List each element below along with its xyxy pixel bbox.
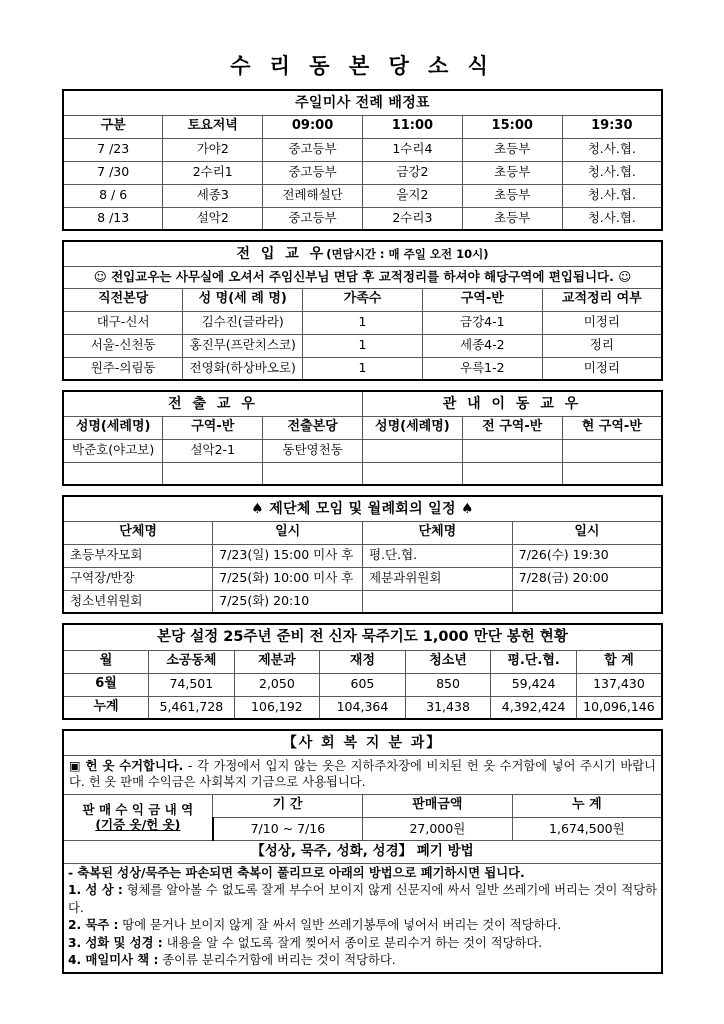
cell: 초등부 — [462, 207, 562, 230]
cell: 27,000원 — [363, 817, 513, 840]
col-header: 전출본당 — [263, 416, 363, 439]
col-header: 구역-반 — [422, 288, 542, 311]
cell: 605 — [320, 673, 406, 696]
table-row — [63, 184, 662, 207]
transfer-in-notice: ☺ 전입교우는 사무실에 오셔서 주임신부님 면담 후 교적정리를 하셔야 해당구역에 편입됩니다. ☺ — [63, 266, 662, 288]
cell: 7/25(화) 20:10 — [213, 590, 363, 613]
table-row — [63, 590, 662, 613]
col-header: 성명(세례명) — [362, 416, 462, 439]
cell: 중고등부 — [263, 207, 363, 230]
welfare-bullet-icon: ▣ — [69, 758, 81, 773]
col-header: 제분과 — [234, 650, 320, 673]
cell: 서울-신천동 — [63, 334, 183, 357]
cell: 평.단.협. — [363, 544, 513, 567]
cell: 전례해설단 — [263, 184, 363, 207]
transfer-out-title: 전 출 교 우 — [63, 391, 362, 416]
disposal-item — [68, 952, 657, 969]
cell: 850 — [405, 673, 491, 696]
table-row — [63, 462, 662, 485]
col-header: 합 계 — [576, 650, 662, 673]
welfare-notice-bold: 헌 옷 수거합니다. — [85, 758, 184, 773]
cell: 2수리1 — [163, 161, 263, 184]
table-header-row — [63, 794, 662, 817]
welfare-notice-rest: - 각 가정에서 입지 않는 옷은 지하주차장에 비치된 헌 옷 수거함에 넣어 주시기 바랍니다. 헌 옷 판매 수익금은 사회복지 기금으로 사용됩니다. — [69, 758, 656, 790]
group-meetings-table — [62, 495, 663, 614]
cell: 대구-신서 — [63, 311, 183, 334]
col-header: 현 구역-반 — [562, 416, 662, 439]
cell: 7/23(일) 15:00 미사 후 — [213, 544, 363, 567]
transfer-in-title-note: (면담시간 : 매 주일 오전 10시) — [326, 246, 489, 261]
disposal-item-text: 종이류 분리수거함에 버리는 것이 적당하다. — [158, 952, 396, 967]
transfer-in-title — [63, 241, 662, 266]
disposal-item-text: 내용을 알 수 없도록 잘게 찢어서 종이로 분리수거 하는 것이 적당하다. — [162, 935, 543, 950]
col-header: 평.단.협. — [491, 650, 577, 673]
col-header: 청소년 — [405, 650, 491, 673]
cell: 4,392,424 — [491, 696, 577, 719]
disposal-item — [68, 882, 657, 917]
cell: 8 / 6 — [63, 184, 163, 207]
cell: 초등부 — [462, 138, 562, 161]
cell: 설악2 — [163, 207, 263, 230]
cell: 74,501 — [149, 673, 235, 696]
document-body — [62, 89, 663, 974]
table-row — [63, 311, 662, 334]
col-header: 성명(세례명) — [63, 416, 163, 439]
table-row — [63, 161, 662, 184]
mass-schedule-title: 주일미사 전례 배정표 — [63, 90, 662, 115]
section-spacer — [62, 486, 663, 495]
cell: 10,096,146 — [576, 696, 662, 719]
table-title-row — [63, 840, 662, 863]
sales-label-cell — [63, 794, 213, 840]
col-header: 토요저녁 — [163, 115, 263, 138]
cell: 7/25(화) 10:00 미사 후 — [213, 567, 363, 590]
table-header-row — [63, 521, 662, 544]
table-row — [63, 207, 662, 230]
mass-schedule-table — [62, 89, 663, 231]
col-header: 소공동체 — [149, 650, 235, 673]
col-header: 교적정리 여부 — [542, 288, 662, 311]
cell: 1,674,500원 — [512, 817, 662, 840]
col-header: 가족수 — [303, 288, 423, 311]
cell: 5,461,728 — [149, 696, 235, 719]
table-row — [63, 138, 662, 161]
col-header: 월 — [63, 650, 149, 673]
table-title-row — [63, 624, 662, 650]
cell: 정리 — [542, 334, 662, 357]
table-header-row — [63, 288, 662, 311]
cell — [562, 439, 662, 462]
cell: 7 /30 — [63, 161, 163, 184]
cell — [462, 439, 562, 462]
cell — [462, 462, 562, 485]
cell: 김수진(글라라) — [183, 311, 303, 334]
table-row — [63, 544, 662, 567]
col-header: 성 명(세 례 명) — [183, 288, 303, 311]
cell: 1 — [303, 334, 423, 357]
row-label: 누계 — [63, 696, 149, 719]
notice-row — [63, 266, 662, 288]
table-header-row — [63, 115, 662, 138]
transfer-in-table — [62, 240, 663, 381]
cell: 1 — [303, 357, 423, 380]
cell: 31,438 — [405, 696, 491, 719]
table-title-row — [63, 241, 662, 266]
welfare-notice — [63, 755, 662, 794]
cell: 1수리4 — [362, 138, 462, 161]
cell — [362, 462, 462, 485]
disposal-row — [63, 863, 662, 973]
cell: 홍진무(프란치스코) — [183, 334, 303, 357]
cell: 7/10 ~ 7/16 — [213, 817, 363, 840]
table-row — [63, 673, 662, 696]
cell: 가야2 — [163, 138, 263, 161]
cell: 7/26(수) 19:30 — [512, 544, 662, 567]
table-row — [63, 334, 662, 357]
cell — [363, 590, 513, 613]
disposal-item-text: 땅에 묻거나 보이지 않게 잘 싸서 일반 쓰레기봉투에 넣어서 버리는 것이 적당하다. — [118, 918, 562, 933]
table-title-row — [63, 496, 662, 521]
transfer-out-move-table — [62, 390, 663, 486]
cell: 구역장/반장 — [63, 567, 213, 590]
cell: 청.사.협. — [562, 161, 662, 184]
disposal-item — [68, 917, 657, 934]
col-header: 19:30 — [562, 115, 662, 138]
cell: 청.사.협. — [562, 207, 662, 230]
col-header: 일시 — [512, 521, 662, 544]
table-title-row — [63, 730, 662, 755]
cell: 중고등부 — [263, 161, 363, 184]
cell: 8 /13 — [63, 207, 163, 230]
cell: 초등부 — [462, 161, 562, 184]
cell: 청.사.협. — [562, 184, 662, 207]
col-header: 09:00 — [263, 115, 363, 138]
cell: 을지2 — [362, 184, 462, 207]
offering-status-title: 본당 설정 25주년 준비 전 신자 묵주기도 1,000 만단 봉헌 현황 — [63, 624, 662, 650]
cell: 106,192 — [234, 696, 320, 719]
cell — [263, 462, 363, 485]
cell: 금강4-1 — [422, 311, 542, 334]
internal-move-title: 관 내 이 동 교 우 — [362, 391, 662, 416]
sales-label-line1: 판 매 수 익 금 내 역 — [82, 801, 194, 817]
offering-status-table — [62, 623, 663, 720]
disposal-lead: - 축복된 성상/묵주는 파손되면 축복이 풀리므로 아래의 방법으로 폐기하시면 됩니다. — [68, 865, 525, 880]
disposal-item-text: 형체를 알아볼 수 없도록 잘게 부수어 보이지 않게 신문지에 싸서 일반 쓰레기에 버리는 것이 적당하다. — [68, 883, 657, 915]
col-header: 구역-반 — [163, 416, 263, 439]
cell — [362, 439, 462, 462]
cell: 137,430 — [576, 673, 662, 696]
disposal-item-label: 1. 성 상 : — [68, 883, 123, 898]
disposal-item-label: 4. 매일미사 책 : — [68, 952, 159, 967]
cell: 금강2 — [362, 161, 462, 184]
cell: 초등부 — [462, 184, 562, 207]
cell: 박준호(야고보) — [63, 439, 163, 462]
cell — [63, 462, 163, 485]
disposal-item — [68, 935, 657, 952]
table-row — [63, 567, 662, 590]
row-label: 6월 — [63, 673, 149, 696]
cell: 104,364 — [320, 696, 406, 719]
sales-label-line2: (기증 옷/헌 옷) — [95, 817, 181, 833]
table-header-row — [63, 650, 662, 673]
table-title-row — [63, 90, 662, 115]
disposal-item-label: 3. 성화 및 성경 : — [68, 935, 163, 950]
cell: 세종3 — [163, 184, 263, 207]
col-header: 일시 — [213, 521, 363, 544]
cell: 초등부자모회 — [63, 544, 213, 567]
welfare-title: 【사 회 복 지 분 과】 — [63, 730, 662, 755]
cell: 중고등부 — [263, 138, 363, 161]
table-row — [63, 439, 662, 462]
table-row — [63, 357, 662, 380]
col-header: 기 간 — [213, 794, 363, 817]
cell: 청.사.협. — [562, 138, 662, 161]
cell: 청소년위원회 — [63, 590, 213, 613]
cell: 1 — [303, 311, 423, 334]
cell: 7/28(금) 20:00 — [512, 567, 662, 590]
section-spacer — [62, 231, 663, 240]
cell: 7 /23 — [63, 138, 163, 161]
cell: 세종4-2 — [422, 334, 542, 357]
col-header: 구분 — [63, 115, 163, 138]
col-header: 판매금액 — [363, 794, 513, 817]
cell — [512, 590, 662, 613]
cell — [562, 462, 662, 485]
section-spacer — [62, 381, 663, 390]
cell: 미정리 — [542, 311, 662, 334]
table-header-row — [63, 416, 662, 439]
disposal-title: 【성상, 묵주, 성화, 성경】 폐기 방법 — [63, 840, 662, 863]
cell: 59,424 — [491, 673, 577, 696]
cell: 우륵1-2 — [422, 357, 542, 380]
col-header: 재정 — [320, 650, 406, 673]
disposal-item-label: 2. 묵주 : — [68, 918, 119, 933]
cell: 동탄영천동 — [263, 439, 363, 462]
col-header: 누 계 — [512, 794, 662, 817]
notice-row — [63, 755, 662, 794]
col-header: 15:00 — [462, 115, 562, 138]
cell: 미정리 — [542, 357, 662, 380]
group-meetings-title: ♠ 제단체 모임 및 월례회의 일정 ♠ — [63, 496, 662, 521]
col-header: 단체명 — [363, 521, 513, 544]
cell: 제분과위원회 — [363, 567, 513, 590]
col-header: 전 구역-반 — [462, 416, 562, 439]
col-header: 직전본당 — [63, 288, 183, 311]
disposal-body — [63, 863, 662, 973]
page-title: 수 리 동 본 당 소 식 — [230, 54, 494, 78]
cell — [163, 462, 263, 485]
cell: 전영화(하상바오로) — [183, 357, 303, 380]
col-header: 단체명 — [63, 521, 213, 544]
transfer-in-title-text: 전 입 교 우 — [236, 245, 327, 262]
section-spacer — [62, 614, 663, 623]
cell: 설악2-1 — [163, 439, 263, 462]
table-title-row — [63, 391, 662, 416]
cell: 원주-의림동 — [63, 357, 183, 380]
section-spacer — [62, 720, 663, 729]
welfare-table — [62, 729, 663, 974]
table-row — [63, 696, 662, 719]
cell: 2,050 — [234, 673, 320, 696]
col-header: 11:00 — [362, 115, 462, 138]
cell: 2수리3 — [362, 207, 462, 230]
